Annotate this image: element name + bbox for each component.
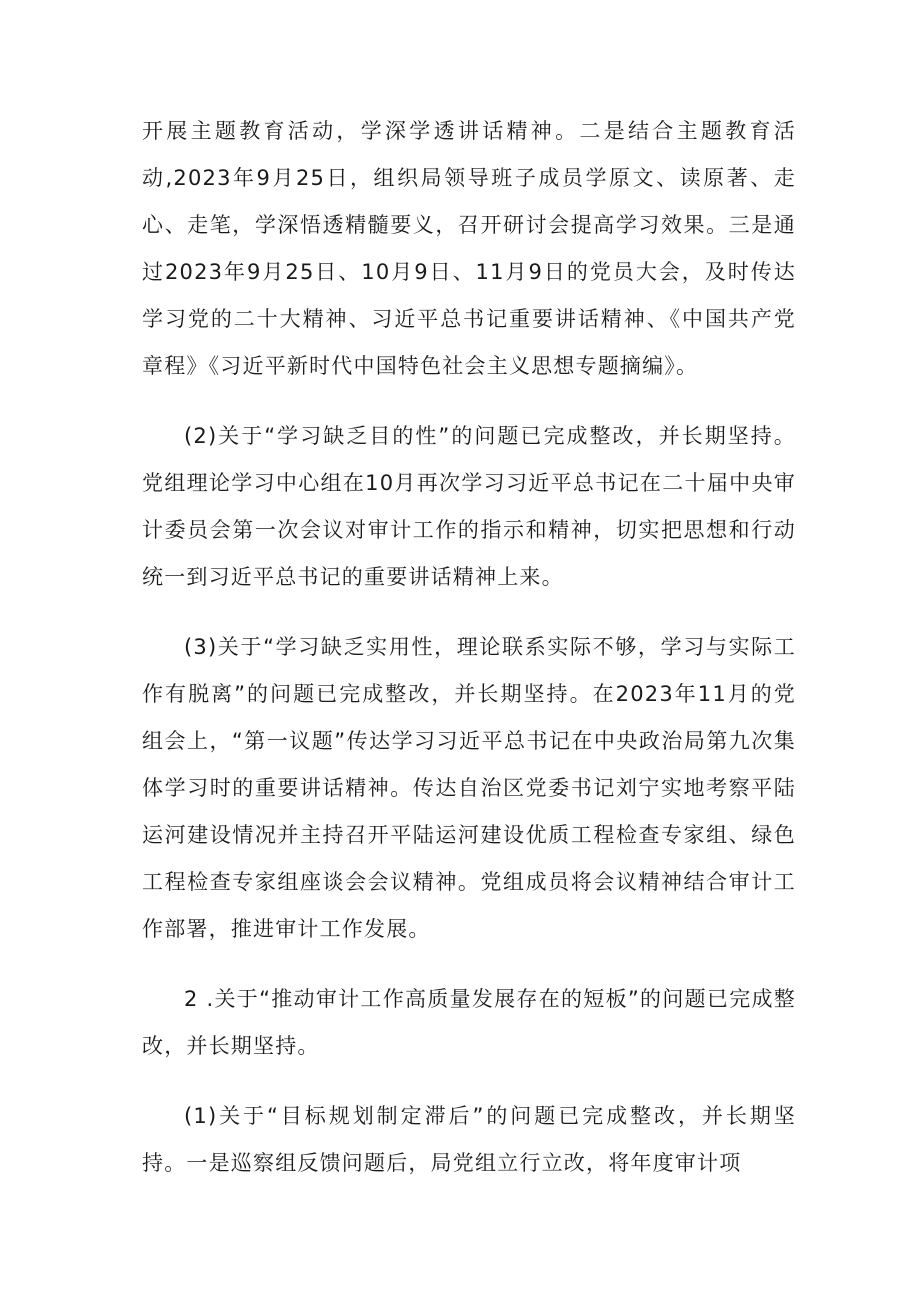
document-body [142,108,796,1187]
paragraph-1: 开展主题教育活动，学深学透讲话精神。二是结合主题教育活动,2023年9月25日，组织局领导班子成员学原文、读原著、走心、走笔，学深悟透精髓要义，召开研讨会提高学习效果。三是通过2023年9月25日、10月9日、11月9日的党员大会，及时传达学习党的二十大精神、习近平总书记重要讲话精神、《中国共产党章程》《习近平新时代中国特色社会主义思想专题摘编》。 [142,119,796,378]
paragraph-3: (3)关于“学习缺乏实用性，理论联系实际不够，学习与实际工作有脱离”的问题已完成整改，并长期坚持。在2023年11月的党组会上，“第一议题”传达学习习近平总书记在中央政治局第九次集体学习时的重要讲话精神。传达自治区党委书记刘宁实地考察平陆运河建设情况并主持召开平陆运河建设优质工程检查专家组、绿色工程检查专家组座谈会会议精神。党组成员将会议精神结合审计工作部署，推进审计工作发展。 [142,635,796,941]
paragraph-5: (1)关于“目标规划制定滞后”的问题已完成整改，并长期坚持。一是巡察组反馈问题后，局党组立行立改，将年度审计项 [142,1104,796,1175]
paragraph-4: 2 .关于“推动审计工作高质量发展存在的短板”的问题已完成整改，并长期坚持。 [142,987,796,1058]
paragraph-2: (2)关于“学习缺乏目的性”的问题已完成整改，并长期坚持。党组理论学习中心组在10月再次学习习近平总书记在二十届中央审计委员会第一次会议对审计工作的指示和精神，切实把思想和行动统一到习近平总书记的重要讲话精神上来。 [142,424,796,589]
